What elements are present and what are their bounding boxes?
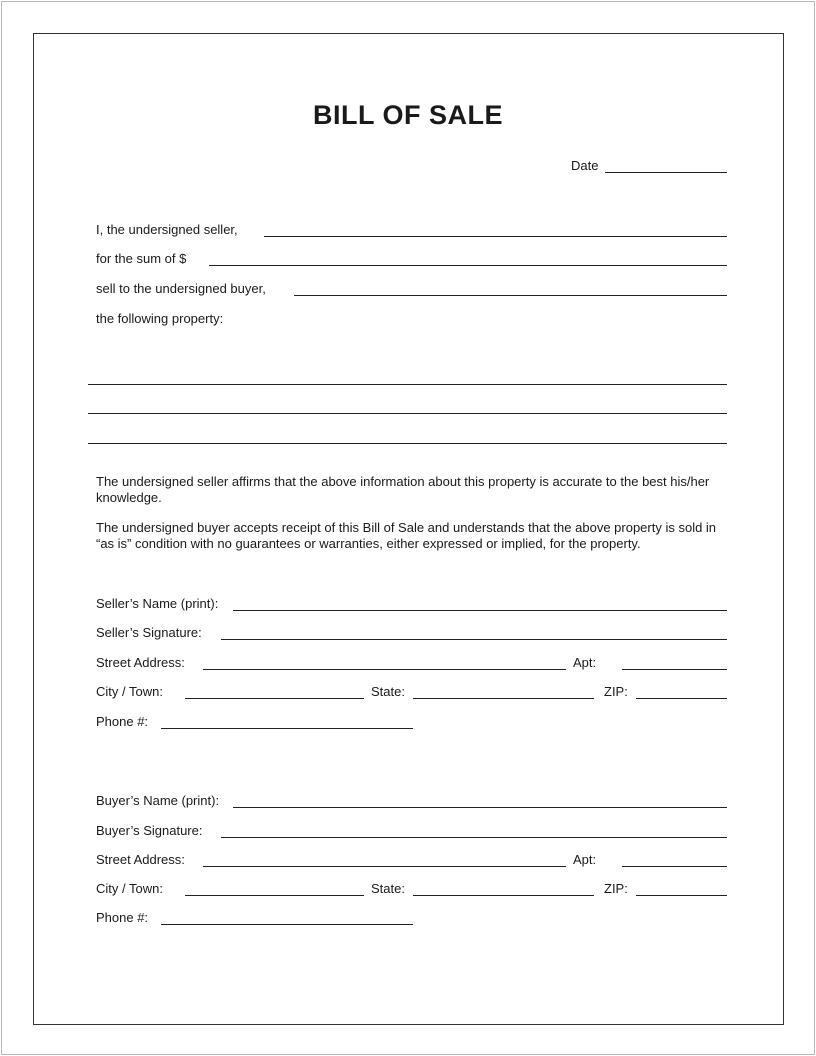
buyer-apt-label: Apt: (573, 852, 597, 867)
buyer-state-field[interactable] (413, 895, 594, 896)
buyer-street-label: Street Address: (96, 852, 185, 867)
buyer-acceptance-text: The undersigned buyer accepts receipt of this Bill of Sale and understands that the above property is sold in “as is” condition with no guarantees or warranties, either expressed or implied, for the property. (96, 520, 717, 551)
seller-phone-label: Phone #: (96, 714, 149, 729)
seller-state-field[interactable] (413, 698, 594, 699)
seller-street-label: Street Address: (96, 655, 185, 670)
seller-city-field[interactable] (185, 698, 364, 699)
buyer-zip-label: ZIP: (604, 881, 628, 896)
sum-label: for the sum of $ (96, 251, 187, 266)
buyer-apt-field[interactable] (622, 866, 727, 867)
seller-apt-field[interactable] (622, 669, 727, 670)
seller-city-label: City / Town: (96, 684, 163, 699)
buyer-intro-label: sell to the undersigned buyer, (96, 281, 266, 296)
seller-signature-label: Seller’s Signature: (96, 625, 202, 640)
date-label: Date (571, 158, 599, 173)
buyer-intro-field[interactable] (294, 295, 727, 296)
seller-phone-field[interactable] (161, 728, 413, 729)
buyer-signature-label: Buyer’s Signature: (96, 823, 203, 838)
sum-field[interactable] (209, 265, 727, 266)
property-label: the following property: (96, 311, 224, 326)
seller-state-label: State: (371, 684, 405, 699)
date-field[interactable] (605, 172, 727, 173)
seller-street-field[interactable] (203, 669, 566, 670)
buyer-name-field[interactable] (233, 807, 727, 808)
buyer-state-label: State: (371, 881, 405, 896)
property-line-1[interactable] (88, 384, 727, 385)
buyer-signature-field[interactable] (221, 837, 727, 838)
seller-zip-field[interactable] (636, 698, 727, 699)
buyer-street-field[interactable] (203, 866, 566, 867)
seller-name-field[interactable] (233, 610, 727, 611)
seller-zip-label: ZIP: (604, 684, 628, 699)
seller-apt-label: Apt: (573, 655, 597, 670)
buyer-city-label: City / Town: (96, 881, 163, 896)
seller-intro-field[interactable] (264, 236, 727, 237)
property-line-3[interactable] (88, 443, 727, 444)
buyer-city-field[interactable] (185, 895, 364, 896)
seller-name-label: Seller’s Name (print): (96, 596, 219, 611)
buyer-name-label: Buyer’s Name (print): (96, 793, 220, 808)
seller-intro-label: I, the undersigned seller, (96, 222, 238, 237)
buyer-zip-field[interactable] (636, 895, 727, 896)
buyer-phone-label: Phone #: (96, 910, 149, 925)
document-title: BILL OF SALE (312, 100, 503, 130)
property-line-2[interactable] (88, 413, 727, 414)
seller-signature-field[interactable] (221, 639, 727, 640)
buyer-phone-field[interactable] (161, 924, 413, 925)
seller-affirmation-text: The undersigned seller affirms that the above information about this property is accurate to the best his/her knowledge. (96, 474, 710, 505)
